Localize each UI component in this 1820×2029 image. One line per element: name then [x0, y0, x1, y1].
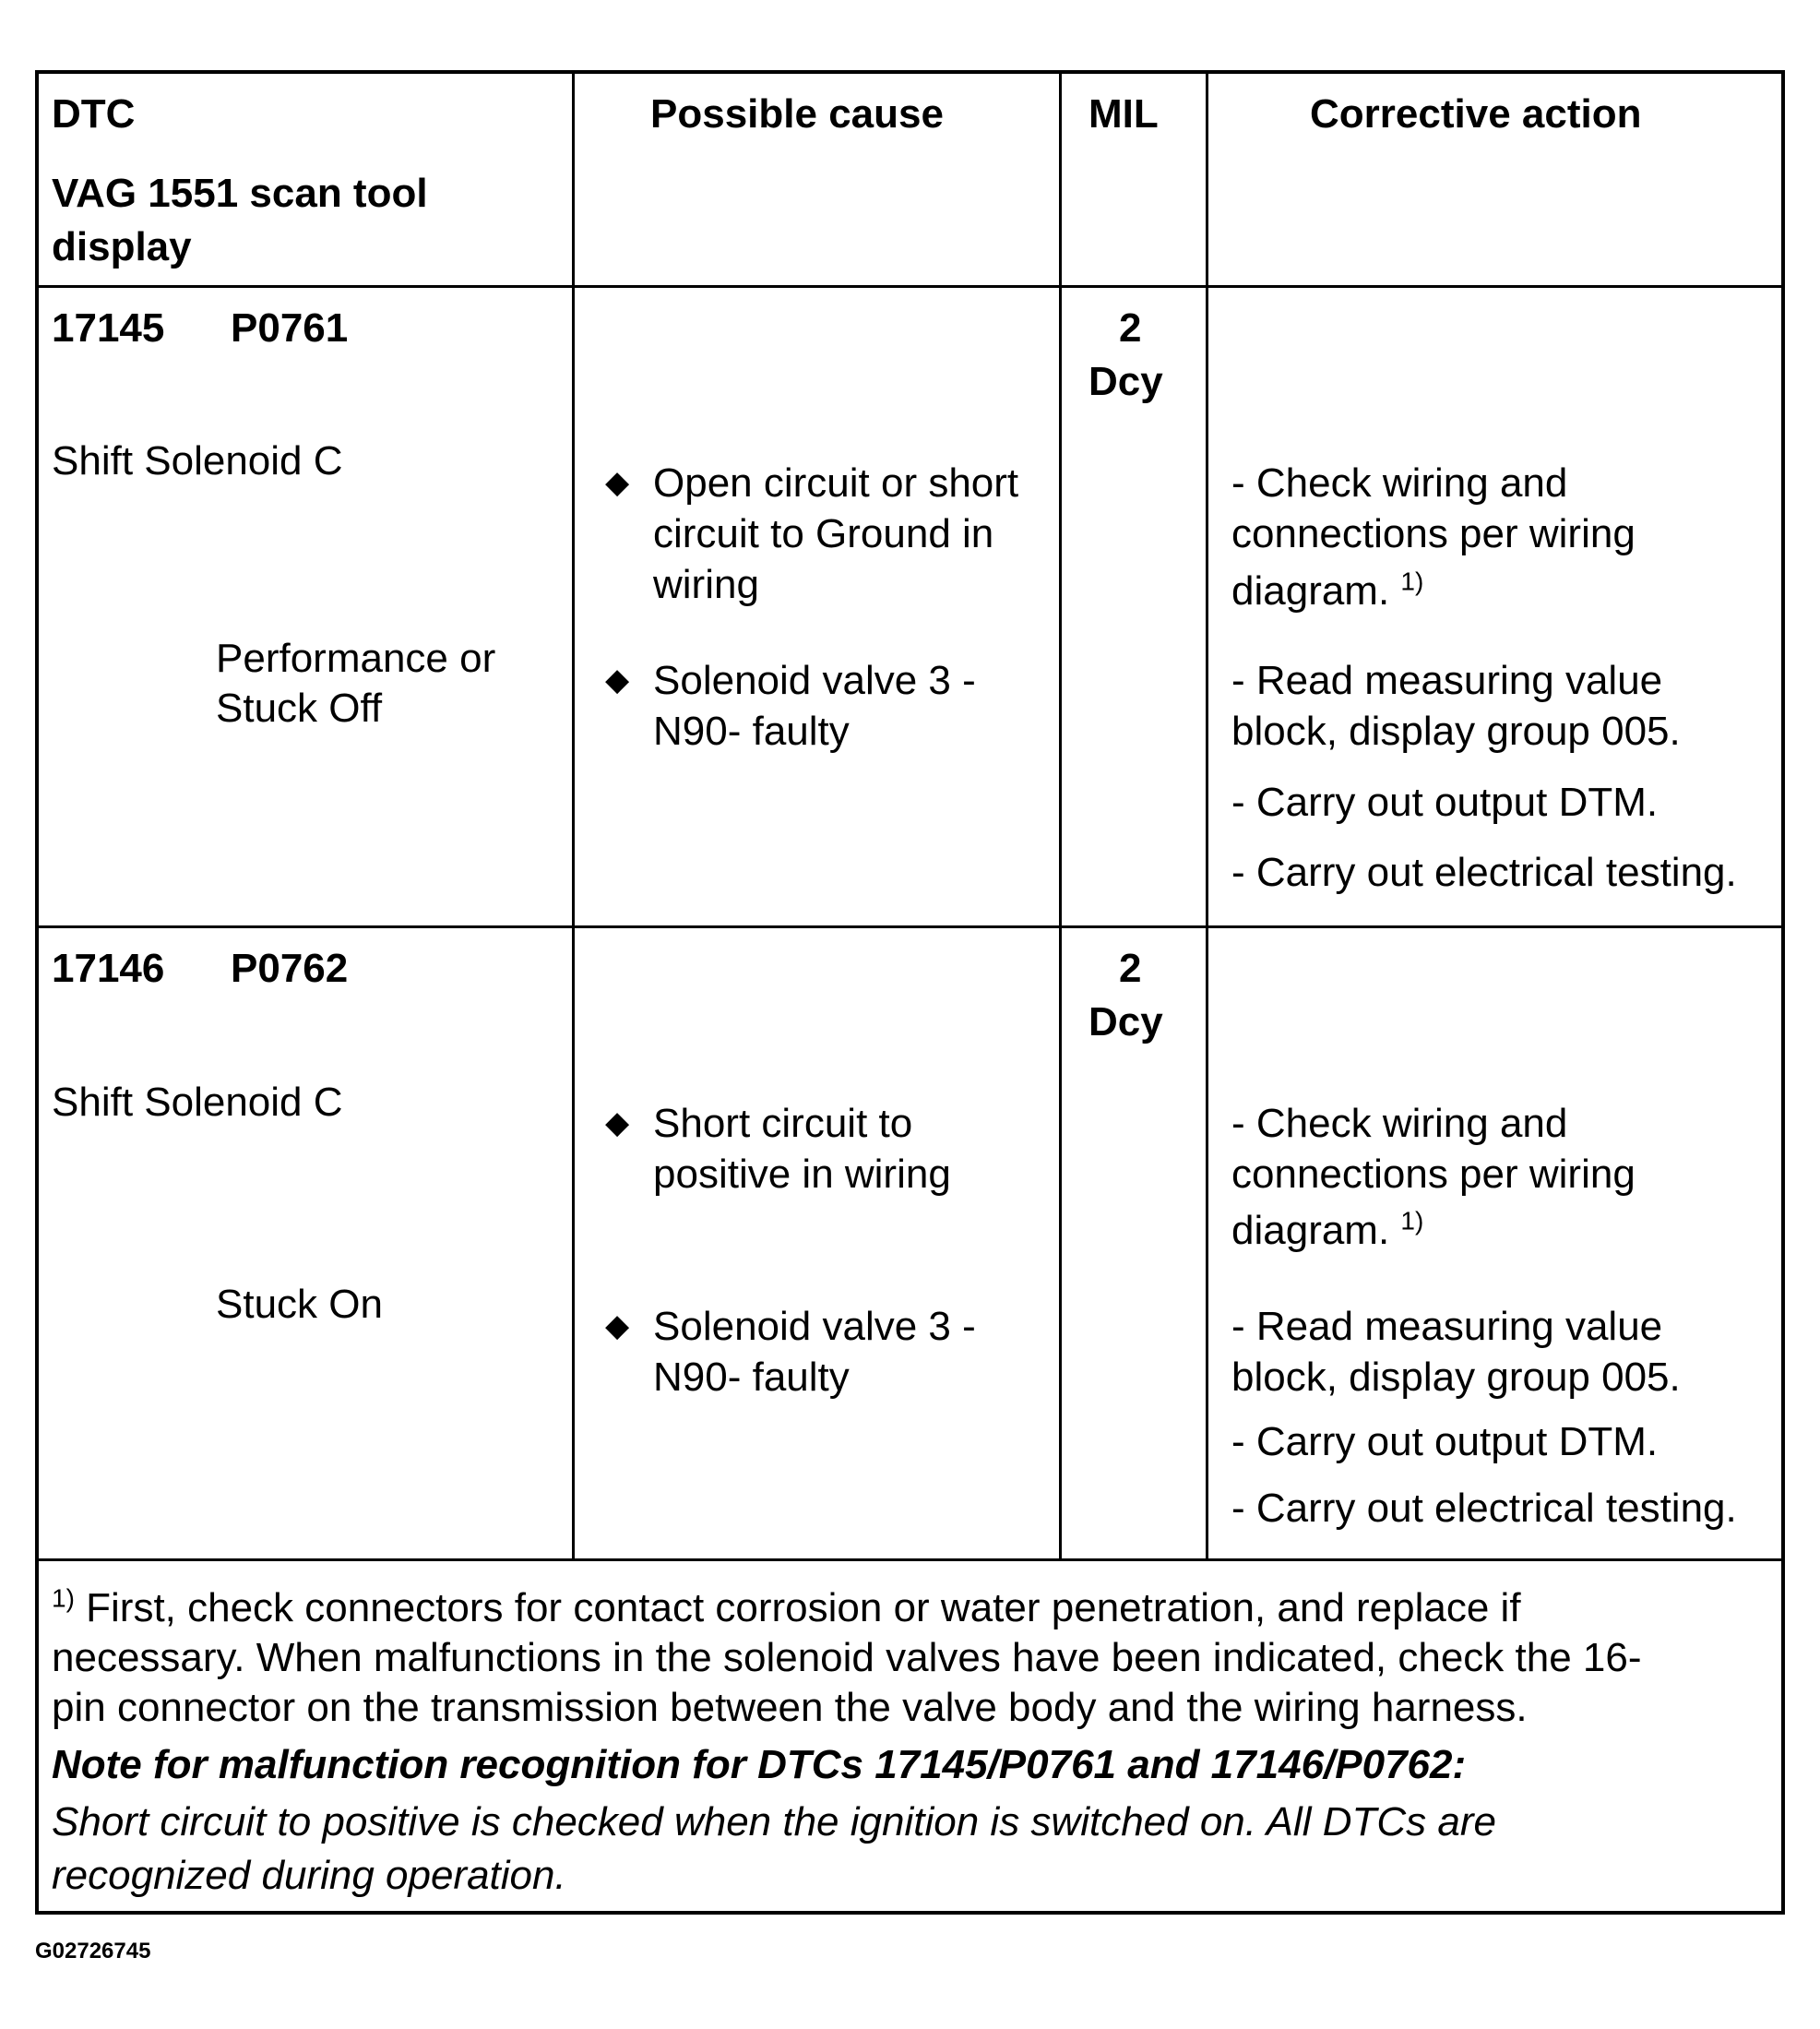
header-possible-cause: Possible cause — [650, 91, 944, 137]
row1-action1-line3: diagram. $^{1)}$ — [1231, 567, 1424, 614]
row1-cause1-line1: Open circuit or short — [653, 460, 1019, 506]
row1-action2-line2: block, display group 005. — [1231, 709, 1681, 754]
header-dtc-display: display — [52, 224, 192, 269]
row1-action1-line2: connections per wiring — [1231, 511, 1636, 556]
row1-action3: - Carry out output DTM. — [1231, 780, 1659, 825]
footnote-ref: 1) — [1400, 567, 1424, 596]
row2-cause2-line1: Solenoid valve 3 - — [653, 1304, 976, 1349]
row2-cause1-line2: positive in wiring — [653, 1152, 951, 1197]
row2-cause1-line1: Short circuit to — [653, 1101, 913, 1146]
footnote-marker: 1) — [52, 1583, 75, 1613]
header-dtc: DTC — [52, 91, 136, 137]
header-dtc-scan-tool: VAG 1551 scan tool — [52, 171, 428, 216]
row-divider — [35, 925, 1785, 928]
row2-action2-line2: block, display group 005. — [1231, 1355, 1681, 1400]
row1-action1-line1: - Check wiring and — [1231, 460, 1568, 506]
row1-dtc-code: 17145 — [52, 305, 165, 351]
bullet-icon: ◆ — [605, 1308, 630, 1343]
row2-action4: - Carry out electrical testing. — [1231, 1486, 1737, 1531]
footnote-line2: necessary. When malfunctions in the solenoid valves have been indicated, check the 16- — [52, 1635, 1642, 1680]
row1-action4: - Carry out electrical testing. — [1231, 850, 1737, 895]
row1-cause1-line2: circuit to Ground in — [653, 511, 994, 556]
note-line1: Short circuit to positive is checked when the ignition is switched on. All DTCs are — [52, 1799, 1496, 1844]
image-code: G02726745 — [35, 1939, 151, 1963]
bullet-icon: ◆ — [605, 1105, 630, 1140]
row1-sub1: Performance or — [216, 636, 496, 681]
col-divider-2 — [1059, 70, 1062, 1560]
row2-p-code: P0762 — [231, 946, 349, 991]
row2-action1-line1: - Check wiring and — [1231, 1101, 1568, 1146]
row2-action3: - Carry out output DTM. — [1231, 1419, 1659, 1464]
row1-name: Shift Solenoid C — [52, 438, 343, 483]
bullet-icon: ◆ — [605, 662, 630, 698]
row1-cause2-line2: N90- faulty — [653, 709, 850, 754]
footnote-line1: $^{1)}$ First, check connectors for contact corrosion or water penetration, and replace if — [52, 1583, 1521, 1630]
row2-mil-number: 2 — [1119, 946, 1142, 991]
row2-mil-dcy: Dcy — [1088, 999, 1163, 1044]
row1-p-code: P0761 — [231, 305, 349, 351]
footnote-divider — [35, 1558, 1785, 1561]
row2-cause2-line2: N90- faulty — [653, 1355, 850, 1400]
header-mil: MIL — [1088, 91, 1159, 137]
row1-cause1-line3: wiring — [653, 562, 759, 607]
col-divider-3 — [1206, 70, 1208, 1560]
row2-sub1: Stuck On — [216, 1282, 383, 1327]
row1-cause2-line1: Solenoid valve 3 - — [653, 658, 976, 703]
footnote-ref: 1) — [1400, 1206, 1424, 1235]
row1-mil-number: 2 — [1119, 305, 1142, 351]
row2-name: Shift Solenoid C — [52, 1080, 343, 1125]
row2-action2-line1: - Read measuring value — [1231, 1304, 1663, 1349]
header-divider — [35, 285, 1785, 288]
bullet-icon: ◆ — [605, 465, 630, 500]
header-corrective-action: Corrective action — [1310, 91, 1642, 137]
row1-action2-line1: - Read measuring value — [1231, 658, 1663, 703]
note-title: Note for malfunction recognition for DTCs 17145/P0761 and 17146/P0762: — [52, 1742, 1467, 1787]
col-divider-1 — [572, 70, 575, 1560]
row1-sub2: Stuck Off — [216, 686, 383, 731]
row1-mil-dcy: Dcy — [1088, 359, 1163, 404]
row2-action1-line3: diagram. $^{1)}$ — [1231, 1206, 1424, 1253]
row2-dtc-code: 17146 — [52, 946, 165, 991]
note-line2: recognized during operation. — [52, 1853, 566, 1898]
footnote-line3: pin connector on the transmission between the valve body and the wiring harness. — [52, 1685, 1528, 1730]
row2-action1-line2: connections per wiring — [1231, 1152, 1636, 1197]
